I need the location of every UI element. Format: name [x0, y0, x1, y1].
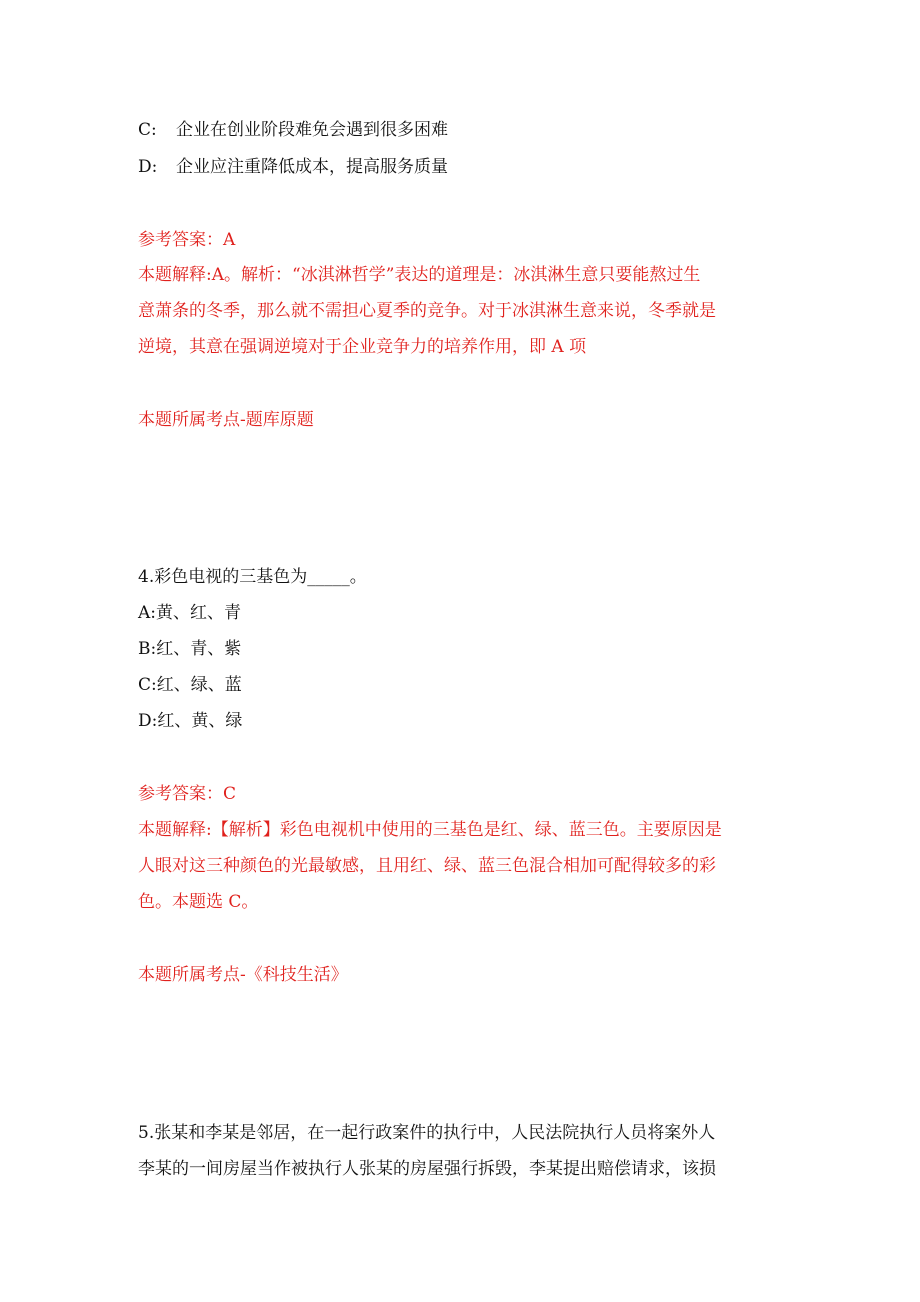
question-text: 李某的一间房屋当作被执行人张某的房屋强行拆毁，李某提出赔偿请求，该损	[138, 1159, 716, 1179]
option-a: A:黄、红、青	[138, 603, 242, 623]
option-text: 企业在创业阶段难免会遇到很多困难	[176, 120, 448, 140]
explanation-line: 意萧条的冬季，那么就不需担心夏季的竞争。对于冰淇淋生意来说，冬季就是	[138, 301, 716, 321]
option-letter: D:	[138, 157, 158, 177]
explanation-line: 色。本题选 C。	[138, 892, 259, 912]
option-c: C:红、绿、蓝	[138, 675, 242, 695]
explanation-line: 人眼对这三种颜色的光最敏感，且用红、绿、蓝三色混合相加可配得较多的彩	[138, 856, 716, 876]
topic-label: 本题所属考点-《科技生活》	[138, 965, 348, 985]
option-text: 企业应注重降低成本，提高服务质量	[176, 157, 448, 177]
topic-label: 本题所属考点-题库原题	[138, 410, 314, 430]
explanation-line: 本题解释:A。解析：“冰淇淋哲学”表达的道理是：冰淇淋生意只要能熬过生	[138, 265, 701, 285]
option-d	[138, 155, 778, 179]
option-d: D:红、黄、绿	[138, 711, 243, 731]
question-text: 5.张某和李某是邻居，在一起行政案件的执行中，人民法院执行人员将案外人	[138, 1123, 716, 1143]
question-text: 4.彩色电视的三基色为_____。	[138, 567, 367, 587]
option-c	[138, 118, 778, 142]
answer-label: 参考答案：C	[138, 784, 237, 804]
option-b: B:红、青、紫	[138, 639, 242, 659]
explanation-line: 本题解释:【解析】彩色电视机中使用的三基色是红、绿、蓝三色。主要原因是	[138, 820, 722, 840]
answer-label: 参考答案：A	[138, 230, 236, 250]
explanation-line: 逆境，其意在强调逆境对于企业竞争力的培养作用，即 A 项	[138, 337, 587, 357]
option-letter: C:	[138, 120, 157, 140]
